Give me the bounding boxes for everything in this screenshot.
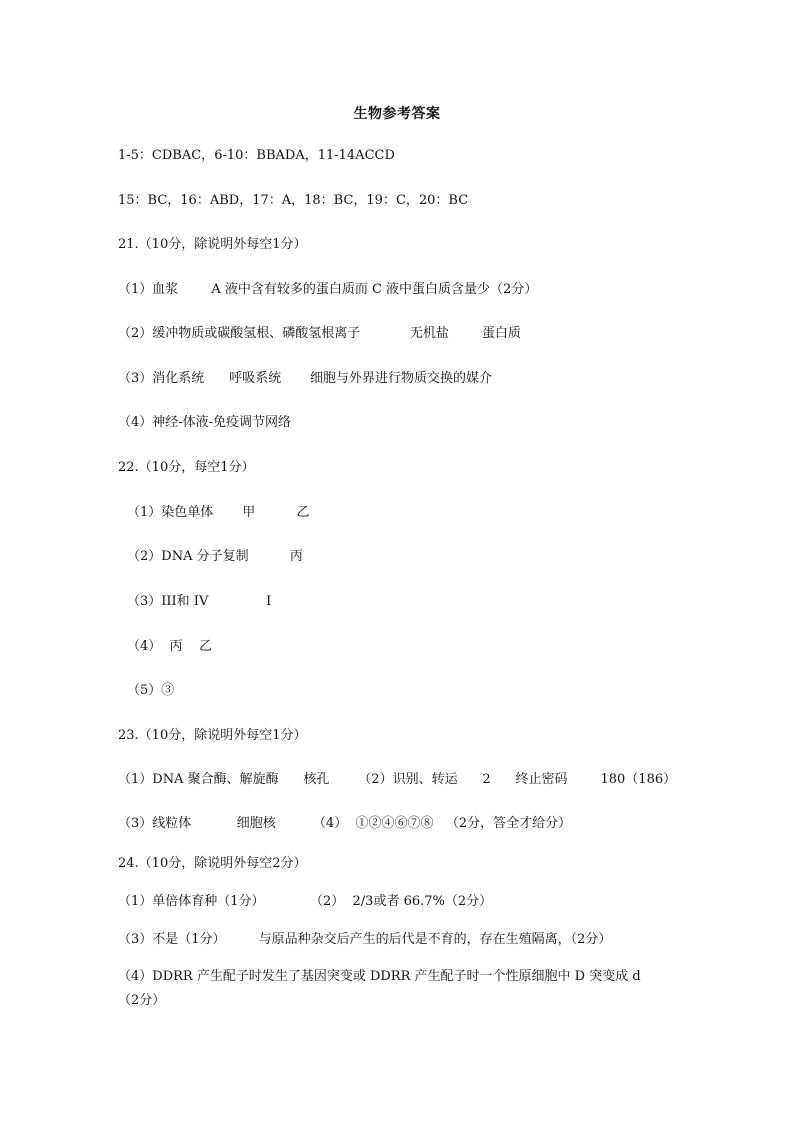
- question-23-part-3-4: （3）线粒体 细胞核 （4） ①②④⑥⑦⑧ （2分，答全才给分）: [118, 816, 572, 831]
- question-24-part-1-2: （1）单倍体育种（1分） （2） 2/3或者 66.7%（2分）: [118, 894, 493, 909]
- question-22-heading: 22.（10分，每空1分）: [118, 460, 255, 475]
- question-23-heading: 23.（10分，除说明外每空1分）: [118, 728, 307, 743]
- question-22-part-4: （4） 丙 乙: [127, 639, 213, 654]
- question-22-part-1: （1）染色单体 甲 乙: [127, 505, 310, 520]
- question-22-part-3: （3）III和 IV I: [127, 594, 272, 609]
- question-24-heading: 24.（10分，除说明外每空2分）: [118, 856, 307, 871]
- question-21-part-2: （2）缓冲物质或碳酸氢根、磷酸氢根离子 无机盐 蛋白质: [118, 326, 521, 341]
- question-23-part-1-2: （1）DNA 聚合酶、解旋酶 核孔 （2）识别、转运 2 终止密码 180（186）: [118, 772, 677, 787]
- question-21-part-1: （1）血浆 A 液中含有较多的蛋白质而 C 液中蛋白质含量少（2分）: [118, 282, 538, 297]
- question-21-heading: 21.（10分，除说明外每空1分）: [118, 237, 307, 252]
- question-24-part-3: （3）不是（1分） 与原品种杂交后产生的后代是不育的，存在生殖隔离，（2分）: [118, 932, 612, 947]
- question-24-part-4-score: （2分）: [118, 993, 166, 1008]
- question-21-part-4: （4）神经-体液-免疫调节网络: [118, 415, 292, 430]
- question-22-part-5: （5）③: [127, 683, 175, 698]
- page-title: 生物参考答案: [353, 106, 441, 122]
- question-22-part-2: （2）DNA 分子复制 丙: [127, 549, 303, 564]
- question-21-part-3: （3）消化系统 呼吸系统 细胞与外界进行物质交换的媒介: [118, 371, 492, 386]
- answer-line-mc-15-20: 15：BC，16：ABD，17：A，18：BC，19：C，20：BC: [118, 193, 469, 208]
- question-24-part-4: （4）DDRR 产生配子时发生了基因突变或 DDRR 产生配子时一个性原细胞中 D 突变成 d: [118, 969, 641, 984]
- answer-line-mc-1-14: 1-5：CDBAC，6-10：BBADA，11-14ACCD: [118, 148, 395, 163]
